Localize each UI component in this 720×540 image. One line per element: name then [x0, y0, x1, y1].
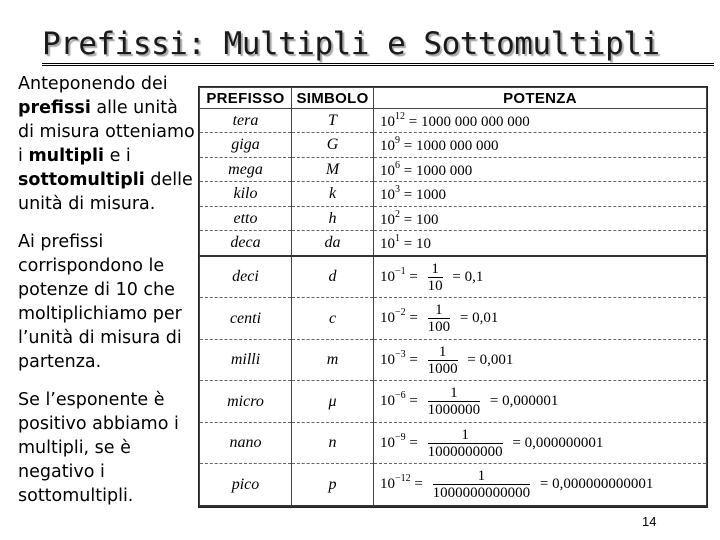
fraction-denominator: 1000000000: [427, 443, 503, 460]
fraction: [433, 468, 531, 501]
power-base: 10: [380, 310, 395, 327]
prefix-cell: deci: [200, 256, 292, 298]
paragraph-1: Anteponendo dei prefissi alle unità di misura otteniamo i multipli e i sottomultipli delle unità di misura.: [18, 74, 195, 214]
table-row: [200, 182, 707, 206]
keyword-sottomultipli: sottomultipli: [18, 170, 145, 190]
table-row: [200, 298, 707, 340]
symbol-cell: h: [292, 206, 374, 230]
table-row: [200, 381, 707, 423]
symbol-cell: p: [292, 464, 374, 506]
prefix-cell: centi: [200, 298, 292, 340]
symbol-cell: k: [292, 182, 374, 206]
table-row: [200, 464, 707, 506]
decimal-value: 0,1: [464, 268, 484, 285]
fraction-denominator: 10: [427, 277, 443, 294]
power-exponent: −9: [395, 431, 406, 443]
power-exponent: −3: [395, 348, 406, 360]
fraction-numerator: 1: [428, 344, 458, 361]
expanded-value: = 100: [403, 211, 439, 228]
fraction-denominator: 1000: [427, 360, 458, 377]
symbol-cell: G: [292, 133, 374, 157]
table-row: [200, 256, 707, 298]
power-base: 10: [380, 434, 395, 451]
power-base: 10: [380, 187, 395, 204]
symbol-cell: m: [292, 339, 374, 381]
fraction-denominator: 1000000000000: [432, 485, 531, 502]
expanded-value: = 1000 000 000: [403, 138, 499, 155]
table-row: [200, 231, 707, 256]
table-header-row: [200, 88, 707, 109]
table-row: [200, 157, 707, 181]
power-base: 10: [380, 236, 395, 253]
fraction: [428, 302, 451, 335]
power-base: 10: [380, 113, 395, 130]
symbol-cell: T: [292, 109, 374, 133]
prefix-cell: pico: [200, 464, 292, 506]
power-cell: [374, 182, 707, 206]
expanded-value: = 1000 000 000 000: [408, 113, 530, 130]
power-base: 10: [380, 211, 395, 228]
fraction-numerator: 1: [428, 302, 451, 319]
power-exponent: 1: [395, 233, 400, 245]
symbol-cell: μ: [292, 381, 374, 423]
table-row: [200, 206, 707, 230]
header-prefisso: PREFISSO: [200, 88, 292, 109]
fraction-numerator: 1: [428, 427, 503, 444]
power-base: 10: [380, 138, 395, 155]
power-exponent: 9: [395, 135, 400, 147]
prefix-cell: giga: [200, 133, 292, 157]
power-base: 10: [380, 351, 395, 368]
symbol-cell: c: [292, 298, 374, 340]
paragraph-3: Se l’esponente è positivo abbiamo i multipli, se è negativo i sottomultipli.: [18, 390, 179, 506]
decimal-value: 0,000001: [502, 393, 559, 410]
power-exponent: 2: [395, 208, 400, 220]
symbol-cell: n: [292, 422, 374, 464]
power-exponent: 3: [395, 184, 400, 196]
expanded-value: = 1000: [403, 187, 446, 204]
fraction: [428, 344, 458, 377]
title-underline: [42, 63, 714, 66]
symbol-cell: da: [292, 231, 374, 256]
table-row: [200, 133, 707, 157]
keyword-prefissi: prefissi: [18, 98, 91, 118]
slide-title: Prefissi: Multipli e Sottomultipli: [42, 26, 660, 62]
keyword-multipli: multipli: [28, 146, 105, 166]
symbol-cell: d: [292, 256, 374, 298]
prefix-cell: tera: [200, 109, 292, 133]
prefix-cell: milli: [200, 339, 292, 381]
prefix-cell: nano: [200, 422, 292, 464]
power-exponent: 6: [395, 159, 400, 171]
power-cell: [374, 206, 707, 230]
power-exponent: −1: [395, 265, 406, 277]
power-cell: $10^{-3}$ = $\frac{1}{1000}$ = 0,001: [374, 339, 707, 381]
fraction: [428, 261, 443, 294]
fraction: [428, 427, 503, 460]
power-exponent: −6: [395, 390, 406, 402]
power-cell: [374, 133, 707, 157]
power-base: 10: [380, 268, 395, 285]
page-number: 14: [642, 514, 657, 529]
header-simbolo: SIMBOLO: [292, 88, 374, 109]
power-cell: $10^{-6}$ = $\frac{1}{1000000}$ = 0,000001: [374, 381, 707, 423]
table-row: [200, 339, 707, 381]
table-row: [200, 422, 707, 464]
power-cell: [374, 157, 707, 181]
power-base: 10: [380, 476, 395, 493]
fraction-numerator: 1: [428, 385, 481, 402]
decimal-value: 0,000000000001: [552, 476, 654, 493]
header-potenza: POTENZA: [374, 88, 707, 109]
prefix-cell: kilo: [200, 182, 292, 206]
fraction-denominator: 100: [427, 319, 451, 336]
power-cell: [374, 231, 707, 256]
prefix-table: [198, 86, 708, 508]
paragraph-2: Ai prefissi corrispondono le potenze di 10 che moltiplichiamo per l’unità di misura di partenza.: [18, 232, 182, 372]
fraction: [428, 385, 481, 418]
power-base: 10: [380, 162, 395, 179]
power-cell: $10^{-2}$ = $\frac{1}{100}$ = 0,01: [374, 298, 707, 340]
prefix-cell: deca: [200, 231, 292, 256]
fraction-numerator: 1: [433, 468, 531, 485]
power-exponent: −2: [395, 307, 406, 319]
table-row: [200, 109, 707, 133]
expanded-value: = 10: [403, 236, 431, 253]
decimal-value: 0,01: [472, 310, 499, 327]
power-exponent: 12: [395, 110, 405, 122]
power-cell: $10^{-9}$ = $\frac{1}{1000000000}$ = 0,000000001: [374, 422, 707, 464]
symbol-cell: M: [292, 157, 374, 181]
power-cell: $10^{-12}$ = $\frac{1}{1000000000000}$ = 0,000000000001: [374, 464, 707, 506]
expanded-value: = 1000 000: [403, 162, 473, 179]
power-cell: $10^{-1}$ = $\frac{1}{10}$ = 0,1: [374, 256, 707, 298]
prefix-cell: mega: [200, 157, 292, 181]
fraction-numerator: 1: [428, 261, 443, 278]
fraction-denominator: 1000000: [427, 402, 481, 419]
power-base: 10: [380, 393, 395, 410]
decimal-value: 0,001: [479, 351, 514, 368]
prefix-cell: micro: [200, 381, 292, 423]
power-cell: [374, 109, 707, 133]
power-exponent: −12: [395, 473, 411, 485]
prefix-cell: etto: [200, 206, 292, 230]
decimal-value: 0,000000001: [524, 434, 604, 451]
explanation-text: [18, 72, 198, 522]
